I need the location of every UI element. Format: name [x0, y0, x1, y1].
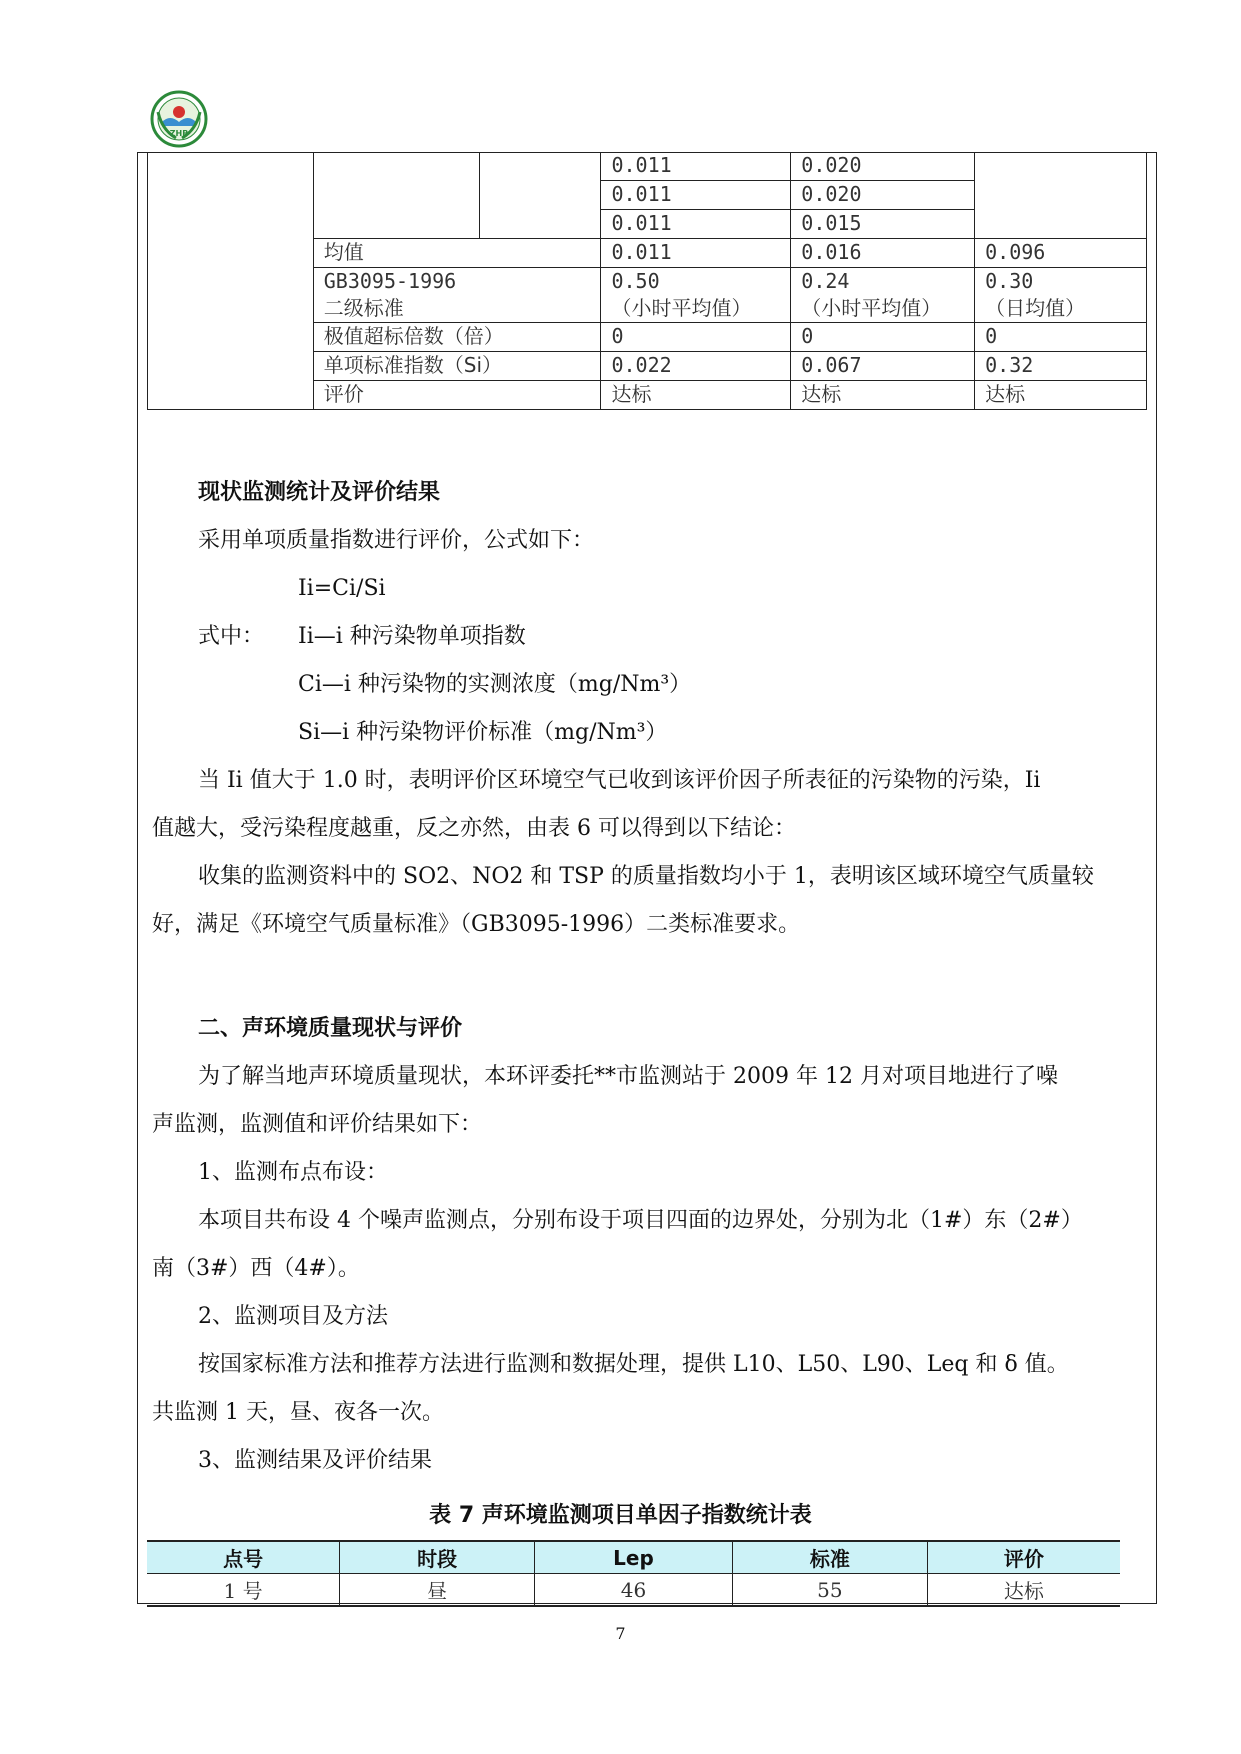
- standard-value: 0.50: [611, 269, 660, 293]
- table-cell: [313, 152, 479, 239]
- column-header: Lep: [535, 1541, 733, 1574]
- table-cell: 0.016: [791, 239, 975, 268]
- section-heading: 现状监测统计及评价结果: [198, 480, 441, 505]
- table-label: [313, 268, 601, 323]
- table-cell: [479, 152, 601, 239]
- table-cell: 0: [791, 323, 975, 352]
- table-cell: 0.011: [601, 239, 791, 268]
- table-row: [148, 152, 1147, 181]
- table-cell: 0.32: [975, 352, 1147, 381]
- definition-s: Si—i 种污染物评价标准（mg/Nm³）: [298, 720, 668, 745]
- table-label: 均值: [313, 239, 601, 268]
- noise-table: [147, 1540, 1120, 1607]
- paragraph: 共监测 1 天，昼、夜各一次。: [152, 1400, 444, 1425]
- table-cell: 昼: [340, 1574, 535, 1607]
- standard-grade: 二级标准: [323, 296, 404, 320]
- table-cell: [601, 268, 791, 323]
- paragraph: 值越大，受污染程度越重，反之亦然，由表 6 可以得到以下结论：: [152, 816, 796, 841]
- table-cell: 达标: [975, 381, 1147, 410]
- table-label: 极值超标倍数（倍）: [313, 323, 601, 352]
- table-cell: 1 号: [147, 1574, 340, 1607]
- where-label: 式中：: [198, 624, 265, 649]
- subheading: 1、监测布点布设：: [198, 1160, 388, 1185]
- paragraph: 好，满足《环境空气质量标准》（GB3095-1996）二类标准要求。: [152, 912, 801, 937]
- table-cell: 46: [535, 1574, 733, 1607]
- environmental-protection-logo-icon: [150, 90, 208, 148]
- column-header: 评价: [927, 1541, 1120, 1574]
- subheading: 2、监测项目及方法: [198, 1304, 388, 1329]
- standard-note: （小时平均值）: [801, 296, 942, 320]
- paragraph: 为了解当地声环境质量现状，本环评委托**市监测站于 2009 年 12 月对项目地进行了噪: [198, 1064, 1058, 1089]
- table-cell: 0.015: [791, 210, 975, 239]
- table-cell: [148, 152, 314, 410]
- paragraph: 本项目共布设 4 个噪声监测点，分别布设于项目四面的边界处，分别为北（1#）东（2#）: [198, 1208, 1083, 1233]
- table-cell: 达标: [791, 381, 975, 410]
- table-cell: 0.011: [601, 210, 791, 239]
- column-header: 时段: [340, 1541, 535, 1574]
- table-cell: [791, 268, 975, 323]
- standard-value: 0.24: [801, 269, 850, 293]
- paragraph: 声监测，监测值和评价结果如下：: [152, 1112, 483, 1137]
- table-cell: 0.011: [601, 152, 791, 181]
- table-cell: 0: [975, 323, 1147, 352]
- standard-code: GB3095-1996: [323, 269, 457, 293]
- standard-note: （小时平均值）: [611, 296, 752, 320]
- paragraph: 采用单项质量指数进行评价，公式如下：: [198, 528, 595, 553]
- standard-value: 0.30: [985, 269, 1034, 293]
- paragraph: 按国家标准方法和推荐方法进行监测和数据处理，提供 L10、L50、L90、Leq 和 δ 值。: [198, 1352, 1069, 1377]
- table-cell: 0.020: [791, 181, 975, 210]
- paragraph: 当 Ii 值大于 1.0 时，表明评价区环境空气已收到该评价因子所表征的污染物的污染，Ii: [198, 768, 1041, 793]
- column-header: 点号: [147, 1541, 340, 1574]
- logo-text: ZHB: [169, 129, 189, 138]
- subheading: 3、监测结果及评价结果: [198, 1448, 432, 1473]
- column-header: 标准: [732, 1541, 927, 1574]
- table-cell: 0.096: [975, 239, 1147, 268]
- table-label: 单项标准指数（Si）: [313, 352, 601, 381]
- definition-c: Ci—i 种污染物的实测浓度（mg/Nm³）: [298, 672, 692, 697]
- paragraph: 收集的监测资料中的 SO2、NO2 和 TSP 的质量指数均小于 1，表明该区域环境空气质量较: [198, 864, 1094, 889]
- air-quality-table: [147, 152, 1147, 410]
- paragraph: 南（3#）西（4#）。: [152, 1256, 360, 1281]
- formula: Ii=Ci/Si: [298, 576, 386, 601]
- standard-note: （日均值）: [985, 296, 1086, 320]
- section-heading: 二、声环境质量现状与评价: [198, 1016, 463, 1041]
- table-cell: [975, 152, 1147, 239]
- table-cell: 0.022: [601, 352, 791, 381]
- table-row: [147, 1574, 1120, 1607]
- table-cell: 达标: [601, 381, 791, 410]
- table-cell: 达标: [927, 1574, 1120, 1607]
- table-header-row: [147, 1541, 1120, 1574]
- table-cell: 55: [732, 1574, 927, 1607]
- table-cell: 0.067: [791, 352, 975, 381]
- table-cell: [975, 268, 1147, 323]
- table-caption: 表 7 声环境监测项目单因子指数统计表: [429, 1503, 812, 1528]
- table-cell: 0.020: [791, 152, 975, 181]
- definition-i: Ii—i 种污染物单项指数: [298, 624, 526, 649]
- table-cell: 0.011: [601, 181, 791, 210]
- table-label: 评价: [313, 381, 601, 410]
- page-number: 7: [615, 1624, 626, 1643]
- table-cell: 0: [601, 323, 791, 352]
